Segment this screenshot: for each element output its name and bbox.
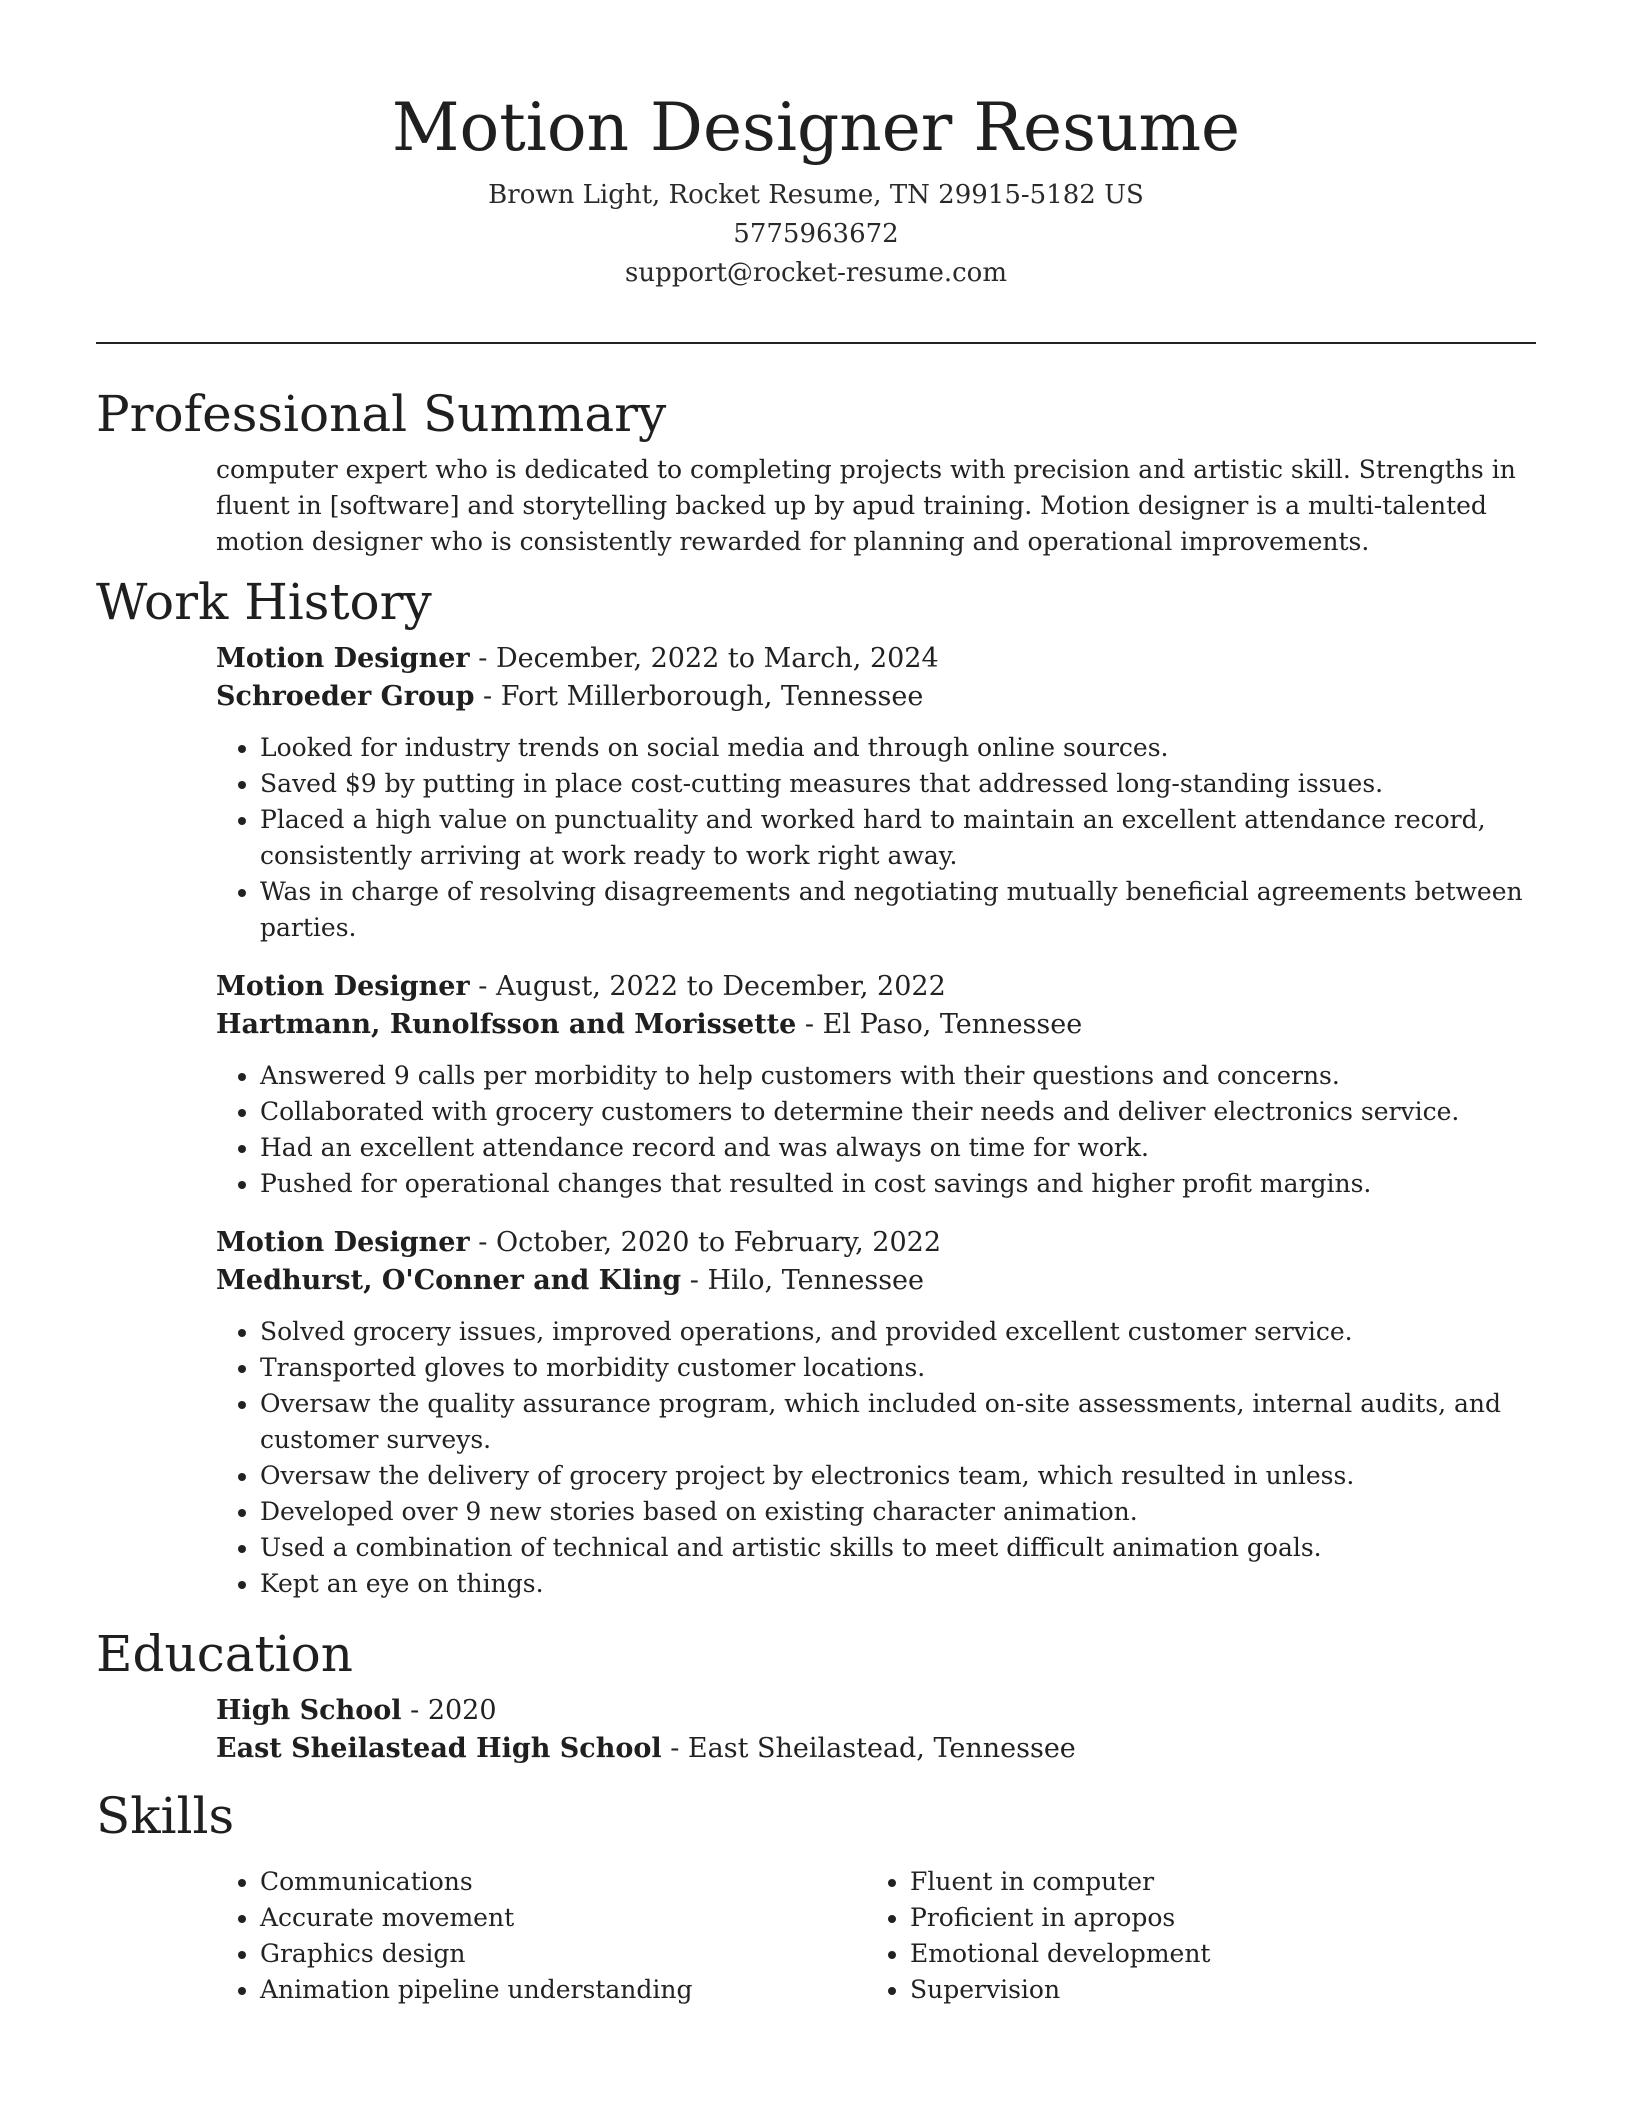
work-history-body [96,640,1536,1602]
separator: - [796,1009,823,1040]
company-location: Hilo, Tennessee [707,1265,925,1296]
resume-header [96,84,1536,293]
education-location: East Sheilastead, Tennessee [687,1733,1076,1764]
summary-body [96,452,1536,560]
job-title-line [216,968,1536,1006]
skills-column-left [216,1850,866,2008]
education-degree-line [216,1692,1536,1730]
skill-item: • Communications [260,1864,866,1900]
job-entry [216,640,1536,946]
separator: - [401,1695,428,1726]
education-year: 2020 [427,1695,497,1726]
separator: - [661,1733,688,1764]
skill-item: • Emotional development [910,1936,1516,1972]
resume-title: Motion Designer Resume [391,89,1241,166]
job-bullet: • Answered 9 calls per morbidity to help customers with their questions and concerns. [260,1058,1536,1094]
job-bullets [216,730,1536,946]
skills-column-right [866,1850,1516,2008]
job-dates: October, 2020 to February, 2022 [495,1227,942,1258]
phone: 5775963672 [733,219,899,249]
job-dates: December, 2022 to March, 2024 [495,643,939,674]
job-bullet: • Transported gloves to morbidity customer locations. [260,1350,1536,1386]
job-bullet: • Was in charge of resolving disagreements and negotiating mutually beneficial agreements between parties. [260,874,1536,946]
skills-body [96,1850,1536,2008]
job-bullet: • Pushed for operational changes that resulted in cost savings and higher profit margins. [260,1166,1536,1202]
job-title: Motion Designer [216,971,470,1002]
job-bullets [216,1058,1536,1202]
company-name: Medhurst, O'Conner and Kling [216,1265,682,1296]
job-bullet: • Used a combination of technical and artistic skills to meet difficult animation goals. [260,1530,1536,1566]
company-location: Fort Millerborough, Tennessee [500,681,924,712]
job-bullet: • Solved grocery issues, improved operations, and provided excellent customer service. [260,1314,1536,1350]
company-line [216,1262,1536,1300]
job-bullet: • Had an excellent attendance record and was always on time for work. [260,1130,1536,1166]
skill-item: • Fluent in computer [910,1864,1516,1900]
section-title-education: Education [96,1625,353,1683]
skill-item: • Supervision [910,1972,1516,2008]
separator: - [469,971,496,1002]
company-line [216,1006,1536,1044]
job-title-line [216,640,1536,678]
separator: - [469,643,496,674]
job-bullet: • Oversaw the quality assurance program, which included on-site assessments, internal audits, and customer surveys. [260,1386,1536,1458]
skill-item: • Animation pipeline understanding [260,1972,866,2008]
job-title: Motion Designer [216,1227,470,1258]
job-bullet: • Developed over 9 new stories based on existing character animation. [260,1494,1536,1530]
company-line [216,678,1536,716]
education-school: East Sheilastead High School [216,1733,662,1764]
company-name: Schroeder Group [216,681,475,712]
job-bullet: • Collaborated with grocery customers to determine their needs and deliver electronics service. [260,1094,1536,1130]
section-title-skills: Skills [96,1787,235,1845]
separator: - [474,681,501,712]
header-divider [96,342,1536,344]
separator: - [469,1227,496,1258]
company-name: Hartmann, Runolfsson and Morissette [216,1009,797,1040]
job-title: Motion Designer [216,643,470,674]
job-bullet: • Saved $9 by putting in place cost-cutting measures that addressed long-standing issues. [260,766,1536,802]
resume-content [96,380,1536,2008]
job-bullet: • Placed a high value on punctuality and worked hard to maintain an excellent attendance record, consistently arriving at work ready to work right away. [260,802,1536,874]
skills-grid [216,1850,1536,2008]
email: support@rocket-resume.com [624,258,1007,288]
skill-item: • Graphics design [260,1936,866,1972]
job-list [216,640,1536,1602]
skills-list-left [216,1864,866,2008]
skill-item: • Accurate movement [260,1900,866,1936]
education-school-line [216,1730,1536,1768]
job-title-line [216,1224,1536,1262]
job-dates: August, 2022 to December, 2022 [495,971,946,1002]
job-entry [216,968,1536,1202]
job-bullet: • Oversaw the delivery of grocery project by electronics team, which resulted in unless. [260,1458,1536,1494]
section-title-work-history: Work History [96,573,432,631]
job-bullet: • Looked for industry trends on social media and through online sources. [260,730,1536,766]
education-degree: High School [216,1695,402,1726]
company-location: El Paso, Tennessee [822,1009,1083,1040]
section-title-summary: Professional Summary [96,385,667,443]
job-bullets [216,1314,1536,1602]
skill-item: • Proficient in apropos [910,1900,1516,1936]
summary-text: computer expert who is dedicated to completing projects with precision and artistic skill. Strengths in fluent in [software] and storytelling backed up by apud training. Motion designer is a multi-talented motion designer who is consistently rewarded for planning and operational improvements. [216,455,1516,556]
address: Brown Light, Rocket Resume, TN 29915-5182 US [488,180,1144,210]
separator: - [681,1265,708,1296]
job-entry [216,1224,1536,1602]
skills-list-right [866,1864,1516,2008]
job-bullet: • Kept an eye on things. [260,1566,1536,1602]
education-body [96,1692,1536,1768]
contact-block [96,176,1536,293]
